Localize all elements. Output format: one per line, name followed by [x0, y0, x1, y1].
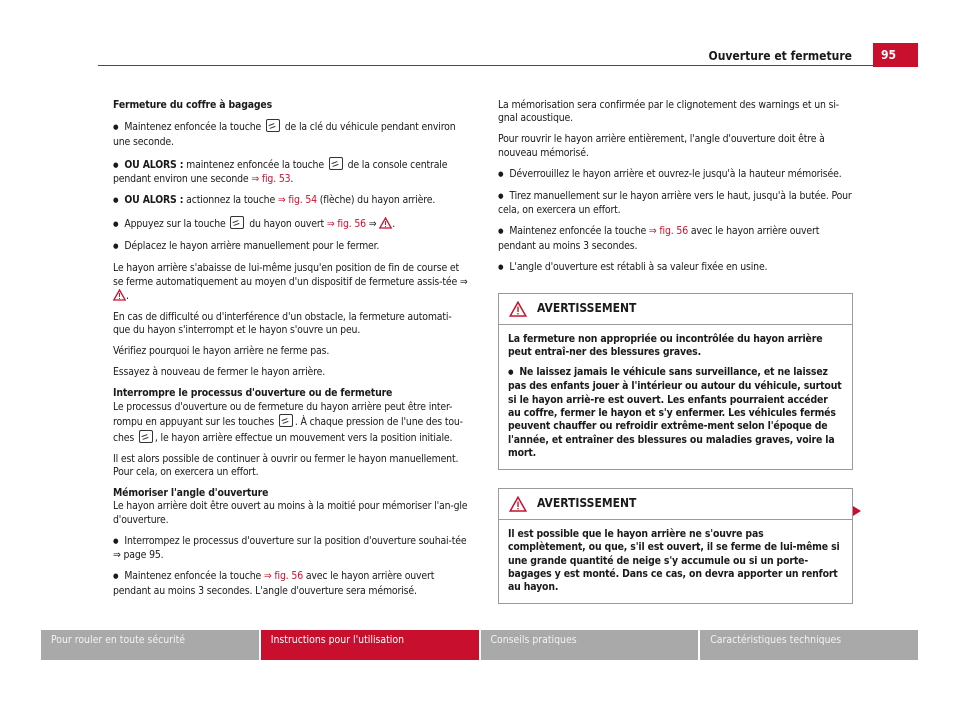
paragraph: Le hayon arrière doit être ouvert au moins à la moitié pour mémoriser l'an-gle d'ouverture.: [113, 500, 468, 526]
continue-arrow-icon[interactable]: [852, 505, 862, 517]
warning-title: AVERTISSEMENT: [537, 495, 637, 510]
list-item: ● L'angle d'ouverture est rétabli à sa valeur fixée en usine.: [498, 261, 853, 275]
header-divider: [98, 65, 918, 66]
text: actionnez la touche: [183, 194, 278, 207]
list-item: ● Tirez manuellement sur le hayon arrière vers le haut, jusqu'à la butée. Pour cela, on exercera un effort.: [498, 190, 853, 218]
section-title: Ouverture et fermeture: [708, 49, 852, 63]
list-item: ● Interrompez le processus d'ouverture sur la position d'ouverture souhai-tée ⇒ page 95.: [113, 535, 468, 563]
list-item: [498, 225, 853, 253]
warning-box: [498, 488, 853, 604]
figure-link[interactable]: ⇒ fig. 54: [277, 194, 317, 207]
text: . À chaque pression de l'une des tou-ches: [113, 416, 463, 444]
warning-triangle-icon[interactable]: [113, 289, 126, 301]
chapter-tabs: [41, 630, 918, 660]
text: Le processus d'ouverture ou de fermeture du hayon arrière peut être inter-rompu en appuyant sur les touches: [113, 400, 453, 429]
tab-practical-tips[interactable]: Conseils pratiques: [481, 630, 699, 660]
text: de la console centrale pendant environ une seconde: [113, 158, 448, 186]
text: Le hayon arrière s'abaisse de lui-même jusqu'en position de fin de course et se ferme automatiquement au moyen d'un dispositif de fermeture assis-tée ⇒: [113, 262, 468, 288]
paragraph: [113, 401, 468, 445]
tab-technical-specs[interactable]: Caractéristiques techniques: [700, 630, 918, 660]
paragraph: Vérifiez pourquoi le hayon arrière ne ferme pas.: [113, 345, 330, 358]
text: ⇒: [365, 218, 380, 231]
list-item: ● Ne laissez jamais le véhicule sans surveillance, et ne laissez pas des enfants jouer à l'intérieur ou autour du véhicule, surtout si le hayon arriè-re est ouvert. Les enfants pourraient accéder au coffre, fermer le hayon et s'y enfermer. Les véhicules fermés peuvent chauffer ou refroidir extrême-ment selon l'époque de l'année, et entraîner des blessures ou maladies graves, voire la mort.: [508, 366, 843, 461]
emphasis: OU ALORS :: [124, 158, 184, 171]
right-column: [498, 99, 853, 622]
key-button-icon: [266, 119, 280, 132]
warning-title: AVERTISSEMENT: [537, 301, 637, 316]
list-item: [113, 119, 468, 149]
text: , le hayon arrière effectue un mouvement vers la position initiale.: [154, 431, 453, 444]
key-button-icon: [139, 430, 153, 443]
paragraph: Essayez à nouveau de fermer le hayon arrière.: [113, 366, 326, 379]
text: Maintenez enfoncée la touche: [509, 225, 649, 238]
page-number: 95: [873, 43, 918, 67]
text: Maintenez enfoncée la touche: [124, 121, 264, 134]
text: avec le hayon arrière ouvert pendant au moins 3 secondes.: [498, 225, 820, 252]
paragraph: Il est alors possible de continuer à ouvrir ou fermer le hayon manuellement. Pour cela, on exercera un effort.: [113, 452, 459, 479]
list-item: ● Déplacez le hayon arrière manuellement pour le fermer.: [113, 240, 468, 254]
paragraph: En cas de difficulté ou d'interférence d'un obstacle, la fermeture automati-que du hayon s'interrompt et le hayon s'ouvre un peu.: [113, 311, 452, 337]
warning-body: [499, 325, 852, 469]
warning-box: [498, 293, 853, 470]
heading-interrupt: Interrompre le processus d'ouverture ou de fermeture: [113, 387, 393, 400]
warning-box-header: [499, 294, 852, 325]
list-item: [113, 157, 468, 187]
list-item: ● Déverrouillez le hayon arrière et ouvrez-le jusqu'à la hauteur mémorisée.: [498, 168, 853, 182]
text: Appuyez sur la touche: [124, 218, 229, 231]
text: avec le hayon arrière ouvert pendant au moins 3 secondes. L'angle d'ouverture sera mémorisé.: [113, 570, 435, 597]
tab-safety[interactable]: Pour rouler en toute sécurité: [41, 630, 259, 660]
text: Maintenez enfoncée la touche: [124, 570, 264, 583]
text: .: [126, 290, 129, 303]
warning-box-header: [499, 489, 852, 520]
list-item: [113, 570, 468, 598]
tab-operating-instructions[interactable]: Instructions pour l'utilisation: [261, 630, 479, 660]
heading-trunk-closing: Fermeture du coffre à bagages: [113, 99, 273, 111]
key-button-icon: [329, 157, 343, 170]
emphasis: OU ALORS :: [124, 194, 184, 207]
text: de la clé du véhicule pendant environ une seconde.: [113, 121, 456, 148]
text: .: [290, 173, 294, 186]
left-column: [113, 99, 468, 606]
figure-link[interactable]: ⇒ fig. 53: [251, 173, 291, 186]
text: .: [392, 218, 396, 231]
paragraph: La mémorisation sera confirmée par le clignotement des warnings et un si-gnal acoustique.: [498, 99, 839, 125]
figure-link[interactable]: ⇒ fig. 56: [263, 570, 304, 583]
list-item: [113, 216, 468, 232]
text: maintenez enfoncée la touche: [183, 158, 327, 171]
heading-memorize-angle: Mémoriser l'angle d'ouverture: [113, 487, 269, 500]
list-item: [113, 194, 468, 208]
paragraph: La fermeture non appropriée ou incontrôlée du hayon arrière peut entraî-ner des blessures graves.: [508, 333, 823, 359]
figure-link[interactable]: ⇒ fig. 56: [648, 225, 689, 238]
key-button-icon: [230, 216, 244, 229]
warning-body: [499, 520, 852, 603]
warning-triangle-icon[interactable]: [379, 217, 392, 229]
key-button-icon: [279, 414, 293, 427]
text: (flèche) du hayon arrière.: [316, 194, 436, 207]
paragraph: Pour rouvrir le hayon arrière entièrement, l'angle d'ouverture doit être à nouveau mémorisé.: [498, 133, 825, 159]
text: du hayon ouvert: [246, 218, 327, 231]
warning-triangle-icon: [509, 301, 527, 317]
paragraph: [113, 262, 468, 303]
warning-triangle-icon: [509, 496, 527, 512]
paragraph: Il est possible que le hayon arrière ne s'ouvre pas complètement, ou que, s'il est ouvert, il se ferme de lui-même si une grande quantité de neige s'y accumule ou si un porte-bagages y est monté. Dans ce cas, on devra apporter un renfort au hayon.: [508, 527, 840, 594]
figure-link[interactable]: ⇒ fig. 56: [326, 218, 366, 231]
